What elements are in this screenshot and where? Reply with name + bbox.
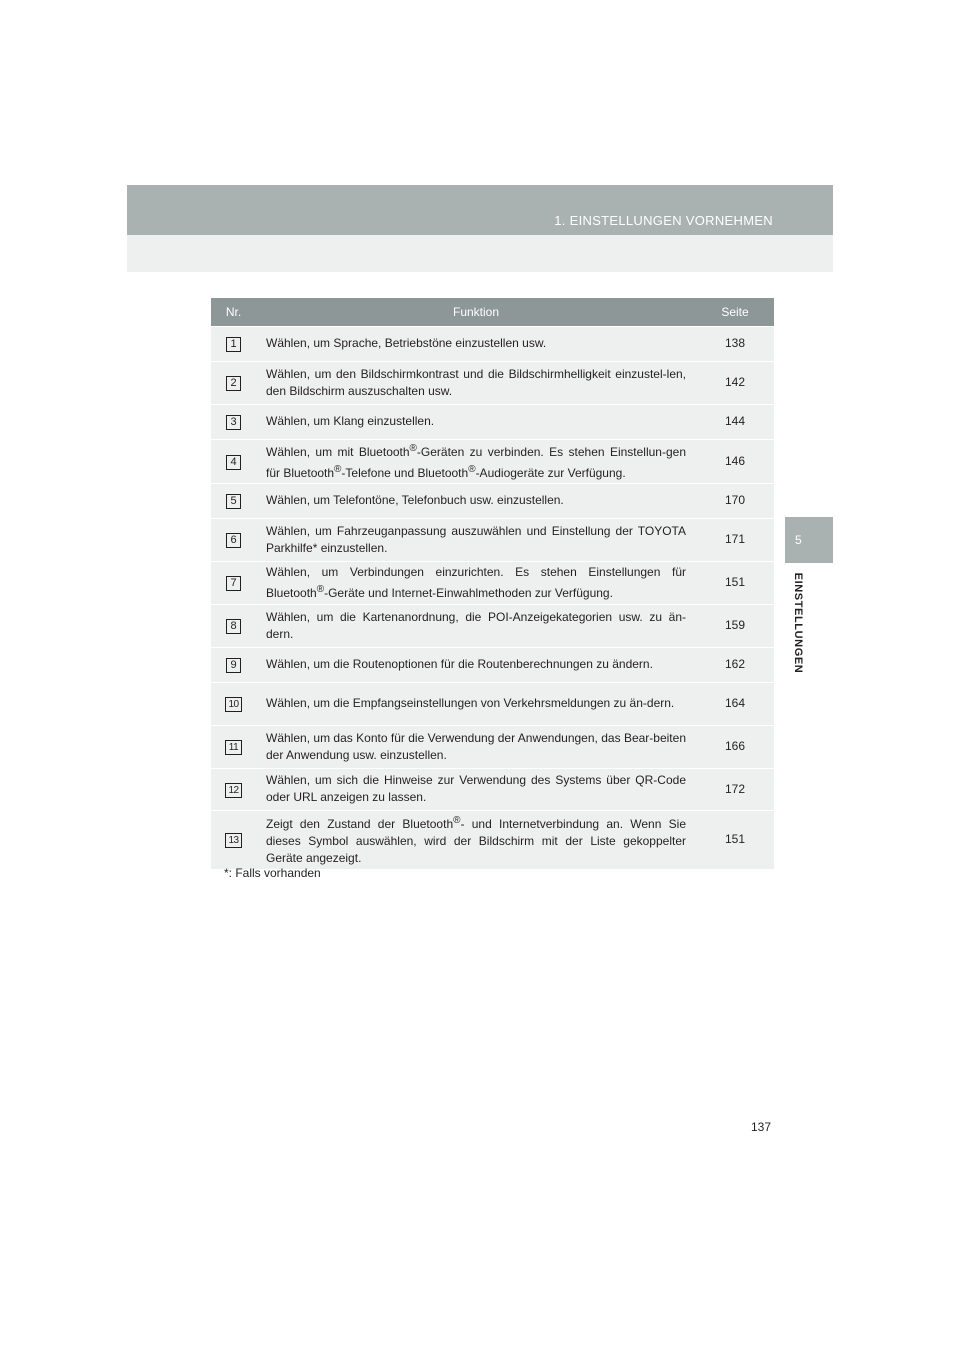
number-box: 3	[226, 415, 241, 430]
function-description: Wählen, um die Kartenanordnung, die POI-Anzeigekategorien usw. zu än-dern.	[256, 604, 696, 647]
number-box: 10	[225, 697, 242, 712]
function-description: Wählen, um Telefontöne, Telefonbuch usw. einzustellen.	[256, 483, 696, 518]
row-number-cell	[211, 647, 256, 682]
table-row	[211, 326, 774, 361]
table-row	[211, 604, 774, 647]
row-number-cell	[211, 518, 256, 561]
page-reference: 142	[696, 361, 774, 404]
page-reference: 159	[696, 604, 774, 647]
page-reference: 138	[696, 326, 774, 361]
chapter-number: 5	[795, 533, 802, 547]
page-reference: 171	[696, 518, 774, 561]
registered-mark: ®	[409, 443, 417, 454]
function-description: Wählen, um den Bildschirmkontrast und die Bildschirmhelligkeit einzustel-len, den Bildschirm auszuschalten usw.	[256, 361, 696, 404]
page-reference: 170	[696, 483, 774, 518]
page-reference: 162	[696, 647, 774, 682]
page-reference: 166	[696, 725, 774, 768]
row-number-cell	[211, 725, 256, 768]
function-table	[211, 298, 774, 869]
page-number: 137	[751, 1120, 772, 1134]
row-number-cell	[211, 561, 256, 604]
row-number-cell	[211, 361, 256, 404]
function-description: Wählen, um Sprache, Betriebstöne einzustellen usw.	[256, 326, 696, 361]
page-reference: 172	[696, 768, 774, 810]
header-nr: Nr.	[211, 298, 256, 326]
number-box: 4	[226, 455, 241, 470]
table-row	[211, 647, 774, 682]
function-description: Wählen, um Fahrzeuganpassung auszuwählen und Einstellung der TOYOTA Parkhilfe* einzustellen.	[256, 518, 696, 561]
function-description: Wählen, um mit Bluetooth®-Geräten zu verbinden. Es stehen Einstellun-gen für Bluetooth®-Telefone und Bluetooth®-Audiogeräte zur Verfügung.	[256, 439, 696, 483]
function-description: Wählen, um sich die Hinweise zur Verwendung des Systems über QR-Code oder URL anzeigen zu lassen.	[256, 768, 696, 810]
row-number-cell	[211, 326, 256, 361]
row-number-cell	[211, 439, 256, 483]
table-row	[211, 682, 774, 725]
chapter-tab	[785, 517, 833, 563]
page-reference: 164	[696, 682, 774, 725]
function-description: Wählen, um Klang einzustellen.	[256, 404, 696, 439]
row-number-cell	[211, 682, 256, 725]
header-page: Seite	[696, 298, 774, 326]
number-box: 11	[225, 740, 242, 755]
table-row	[211, 768, 774, 810]
row-number-cell	[211, 768, 256, 810]
number-box: 7	[226, 576, 241, 591]
number-box: 1	[226, 337, 241, 352]
function-description: Wählen, um Verbindungen einzurichten. Es stehen Einstellungen für Bluetooth®-Geräte und Internet-Einwahlmethoden zur Verfügung.	[256, 561, 696, 604]
row-number-cell	[211, 483, 256, 518]
number-box: 2	[226, 376, 241, 391]
page-reference: 146	[696, 439, 774, 483]
row-number-cell	[211, 810, 256, 869]
number-box: 12	[225, 783, 242, 798]
number-box: 6	[226, 533, 241, 548]
row-number-cell	[211, 604, 256, 647]
row-number-cell	[211, 404, 256, 439]
section-title: 1. EINSTELLUNGEN VORNEHMEN	[554, 213, 773, 228]
table-row	[211, 561, 774, 604]
table-row	[211, 404, 774, 439]
number-box: 8	[226, 619, 241, 634]
registered-mark: ®	[316, 583, 325, 595]
registered-mark: ®	[468, 464, 476, 475]
table-row	[211, 483, 774, 518]
number-box: 5	[226, 494, 241, 509]
header-subband	[127, 235, 833, 272]
header-function: Funktion	[256, 298, 696, 326]
number-box: 13	[225, 833, 242, 848]
registered-mark: ®	[453, 815, 461, 827]
page-reference: 151	[696, 810, 774, 869]
chapter-label-container	[790, 560, 806, 685]
table-row	[211, 518, 774, 561]
number-box: 9	[226, 658, 241, 673]
registered-mark: ®	[334, 464, 342, 475]
page-reference: 151	[696, 561, 774, 604]
table-row	[211, 439, 774, 483]
table-row	[211, 810, 774, 869]
table-row	[211, 361, 774, 404]
function-description: Wählen, um das Konto für die Verwendung der Anwendungen, das Bear-beiten der Anwendung usw. einzustellen.	[256, 725, 696, 768]
function-description: Zeigt den Zustand der Bluetooth®- und Internetverbindung an. Wenn Sie dieses Symbol auswählen, wird der Bildschirm mit der Liste gekoppelter Geräte angezeigt.	[256, 810, 696, 869]
table-header-row	[211, 298, 774, 326]
header-band	[127, 185, 833, 235]
chapter-label: EINSTELLUNGEN	[792, 572, 804, 673]
footnote: *: Falls vorhanden	[224, 866, 321, 880]
page-reference: 144	[696, 404, 774, 439]
table-row	[211, 725, 774, 768]
function-description: Wählen, um die Routenoptionen für die Routenberechnungen zu ändern.	[256, 647, 696, 682]
function-description: Wählen, um die Empfangseinstellungen von Verkehrsmeldungen zu än-dern.	[256, 682, 696, 725]
